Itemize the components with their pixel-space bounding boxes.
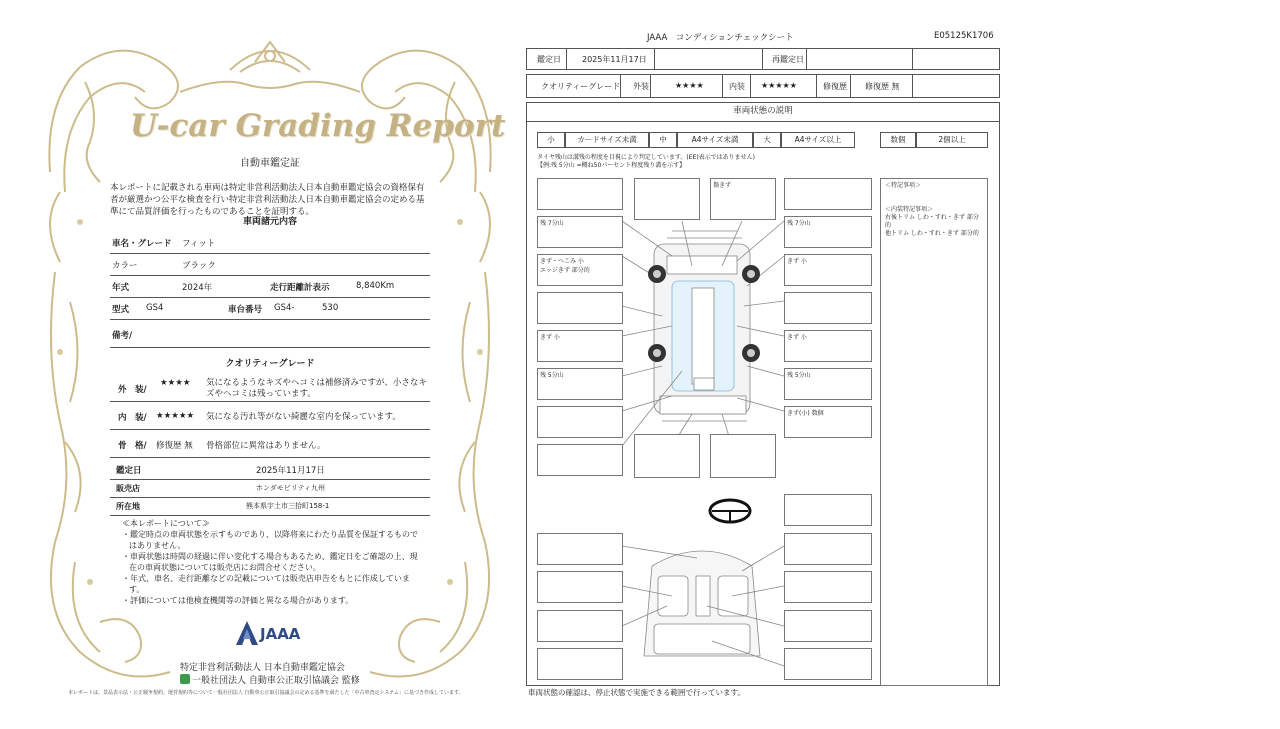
info-location-value: 熊本県宇土市三拾町158-1 <box>246 502 330 510</box>
legend-several-desc: 2個以上 <box>916 132 988 148</box>
date-label: 鑑定日 <box>537 55 561 64</box>
spec-mileage-label: 走行距離計表示 <box>270 283 330 293</box>
remarks-title: ＜特記事項＞ <box>885 182 922 189</box>
condition-box <box>537 444 623 476</box>
condition-box-left-rear-door: きず 小 <box>537 330 623 362</box>
condition-box <box>537 533 623 565</box>
condition-box <box>537 571 623 603</box>
info-row-date <box>110 460 430 480</box>
spec-chassis-value: GS4- <box>274 303 295 313</box>
issuer-block <box>180 662 360 687</box>
spec-mileage-value: 8,840Km <box>356 281 395 291</box>
notice-item: ・車両状態は時間の経過に伴い変化する場合もあるため、鑑定日をご確認の上、現在の車両状態については販売店にお問合せください。 <box>122 552 418 572</box>
condition-box <box>537 292 623 324</box>
special-remarks-box <box>880 178 988 686</box>
exterior-stars: ★★★★ <box>675 81 704 90</box>
condition-box <box>784 610 872 642</box>
jaaa-logo-text: JAAA <box>260 625 301 643</box>
spec-row-remarks <box>110 320 430 348</box>
grade-row-interior <box>110 402 430 430</box>
condition-box-rear: きず(小) 数個 <box>784 406 872 438</box>
legend-large-desc: A4サイズ以上 <box>781 132 855 148</box>
sheet-title: JAAA コンディションチェックシート <box>647 33 794 43</box>
spec-color-value: ブラック <box>182 261 216 271</box>
remarks-line: 他トリム しわ・すれ・きず 部分的 <box>885 230 979 237</box>
spec-row-model <box>110 298 430 320</box>
grade-heading: クオリティーグレード <box>225 359 315 369</box>
condition-box <box>537 610 623 642</box>
spec-remarks-label: 備考/ <box>112 331 133 341</box>
spec-model-value: GS4 <box>146 303 164 313</box>
steering-wheel-icon <box>710 500 750 522</box>
condition-box <box>710 434 776 478</box>
info-date-label: 鑑定日 <box>116 466 142 476</box>
legend-several: 数個 <box>880 132 916 148</box>
condition-box-hood: 傷きず <box>710 178 776 220</box>
certificate-title: U-car Grading Report <box>130 108 506 144</box>
grade-exterior-stars: ★★★★ <box>160 378 191 388</box>
certificate-subtitle: 自動車鑑定証 <box>240 158 300 169</box>
notice-item: ・鑑定時点の車両状態を示すものであり、以降将来にわたり品質を保証するものではありません。 <box>122 530 418 550</box>
info-shop-value: ホンダモビリティ九州 <box>256 484 326 492</box>
legend-medium-desc: A4サイズ未満 <box>677 132 753 148</box>
remarks-interior-title: ＜内装特記事項＞ <box>885 206 934 213</box>
condition-box <box>537 178 623 210</box>
jaaa-logo-icon <box>236 621 258 645</box>
reinspect-label: 再鑑定日 <box>772 55 804 64</box>
spec-name-label: 車名・グレード <box>112 239 172 249</box>
spec-row-year <box>110 276 430 298</box>
condition-check-sheet <box>522 26 1006 706</box>
condition-box-tire-front-left: 残 7分山 <box>537 216 623 248</box>
condition-box-right-front: きず 小 <box>784 254 872 286</box>
tire-note-line-1: タイヤ残山は溝残の程度を目視により判定しています。(EE)表示ではありません) <box>537 154 756 161</box>
quality-label: クオリティーグレード <box>541 82 621 91</box>
legend-large: 大 <box>753 132 781 148</box>
condition-box <box>784 648 872 680</box>
condition-box <box>784 571 872 603</box>
legend-small-desc: カードサイズ未満 <box>565 132 649 148</box>
condition-box-left-front: きず・へこみ 小 エッジきず 部分的 <box>537 254 623 286</box>
condition-box-tire-rear-right: 残 5分山 <box>784 368 872 400</box>
spec-chassis-label: 車台番号 <box>228 305 263 315</box>
sheet-footer: 車両状態の確認は、停止状態で実施できる範囲で行っています。 <box>528 688 745 697</box>
interior-stars: ★★★★★ <box>761 81 797 90</box>
spec-model-label: 型式 <box>112 305 130 315</box>
exterior-label: 外装 <box>633 82 649 91</box>
legend-small: 小 <box>537 132 565 148</box>
notice-block <box>122 518 422 606</box>
grade-interior-stars: ★★★★★ <box>156 411 195 421</box>
section-title: 車両状態の説明 <box>733 106 793 116</box>
condition-box <box>537 648 623 680</box>
grade-interior-label: 内 装/ <box>118 413 147 423</box>
remarks-line: 右後トリム しわ・すれ・きず 部分的 <box>885 214 979 229</box>
grading-certificate <box>30 22 510 712</box>
condition-box <box>784 533 872 565</box>
spec-row-name <box>110 232 430 254</box>
interior-label: 内装 <box>729 82 745 91</box>
notice-item: ・評価については他検査機関等の評価と異なる場合があります。 <box>122 596 354 605</box>
specs-heading: 車両諸元内容 <box>242 217 297 227</box>
spec-name-value: フィット <box>182 239 216 249</box>
spec-color-label: カラー <box>112 261 138 271</box>
repair-label: 修復歴 <box>823 82 847 91</box>
condition-box <box>634 434 700 478</box>
sheet-code: E05125K1706 <box>934 31 994 41</box>
spec-year-label: 年式 <box>112 283 130 293</box>
grade-frame-label: 骨 格/ <box>118 441 147 451</box>
repair-value: 修復歴 無 <box>865 82 900 91</box>
condition-box <box>784 178 872 210</box>
tire-note-line-2: 【例:残 5分山 =概ね50パーセント程度残り溝を示す】 <box>537 162 686 169</box>
notice-item: ・年式、車名、走行距離などの記載については販売店申告をもとに作成しています。 <box>122 574 410 594</box>
issuer-line-1: 特定非営利活動法人 日本自動車鑑定協会 <box>180 663 345 673</box>
grade-frame-status: 修復歴 無 <box>156 441 193 451</box>
info-shop-label: 販売店 <box>116 484 140 493</box>
condition-box-tire-rear-left: 残 5分山 <box>537 368 623 400</box>
spec-year-value: 2024年 <box>182 283 213 293</box>
council-icon <box>180 674 190 684</box>
condition-box-tire-front-right: 残 7分山 <box>784 216 872 248</box>
grade-row-exterior <box>110 374 430 402</box>
grade-interior-text: 気になる汚れ等がない綺麗な室内を保っています。 <box>206 412 401 422</box>
condition-box-right-rear-door: きず 小 <box>784 330 872 362</box>
info-row-shop <box>110 480 430 498</box>
info-location-label: 所在地 <box>116 502 140 511</box>
condition-box <box>634 178 700 220</box>
spec-chassis-suffix: 530 <box>322 303 339 313</box>
grade-frame-text: 骨格部位に異常はありません。 <box>206 441 326 451</box>
info-date-value: 2025年11月17日 <box>256 466 325 476</box>
spec-row-color <box>110 254 430 276</box>
info-row-location <box>110 498 430 516</box>
date-value: 2025年11月17日 <box>582 55 647 64</box>
grade-row-frame <box>110 430 430 458</box>
condition-box <box>784 494 872 526</box>
issuer-line-2: 一般社団法人 自動車公正取引協議会 監修 <box>192 676 360 686</box>
notice-heading: ≪本レポートについて≫ <box>122 519 210 528</box>
condition-box <box>537 406 623 438</box>
legend-medium: 中 <box>649 132 677 148</box>
grade-exterior-label: 外 装/ <box>118 385 147 395</box>
condition-box <box>784 292 872 324</box>
certificate-intro: 本レポートに記載される車両は特定非営利活動法人日本自動車鑑定協会の資格保有者が厳選かつ公平な検査を行い特定非営利活動法人日本自動車鑑定協会の定める基準にて品質評価を行ったものであることを証明する。 <box>110 183 425 217</box>
certificate-footer: 本レポートは、景品表示法・公正競争規約、運営規約等について一般社団法人 自動車公正取引協議会の定める基準を満たした「中古車査定システム」に基づき作成しています。 <box>68 690 464 696</box>
grade-exterior-text: 気になるようなキズやヘコミは補修済みですが、小さなキズやヘコミは残っています。 <box>206 378 427 399</box>
